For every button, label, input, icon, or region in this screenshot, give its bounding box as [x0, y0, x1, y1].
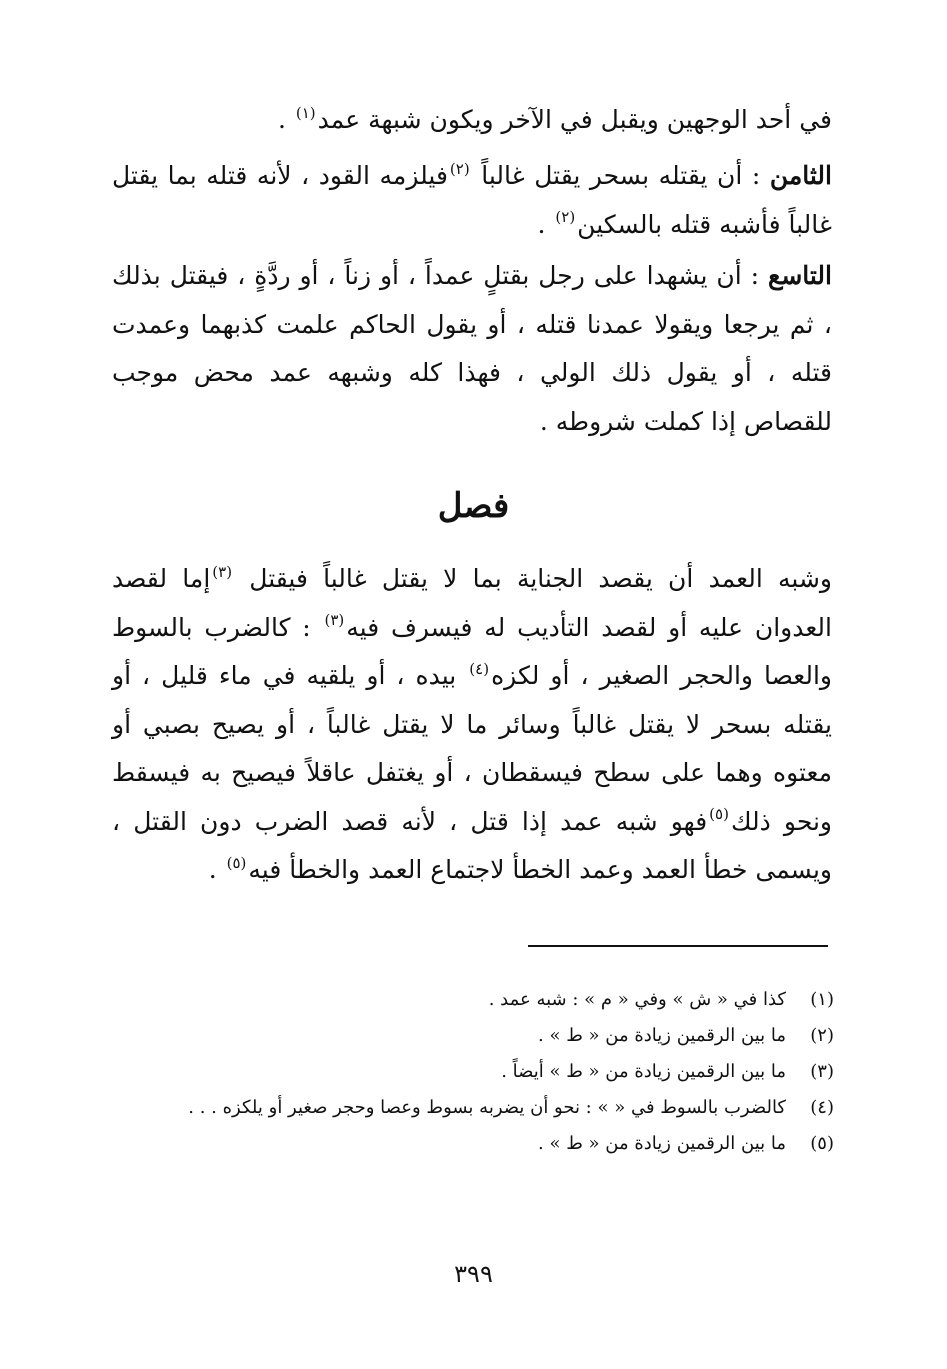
footnotes-list: [108, 982, 834, 1162]
paragraph-text: [112, 555, 832, 895]
footnote-ref-3: (٣): [212, 562, 233, 581]
footnote-item: [108, 1018, 834, 1054]
footnote-number: (٤): [810, 1097, 834, 1118]
footnote-item: [108, 1054, 834, 1090]
footnote-number: (٥): [810, 1133, 834, 1154]
footnote-text: كالضرب بالسوط في « » : نحو أن يضربه بسوط وعصا وحجر صغير أو يلكزه . . .: [188, 1097, 786, 1118]
paragraph-segment: في أحد الوجهين ويقبل في الآخر ويكون شبهة عمد: [317, 105, 832, 134]
paragraph-text: [112, 252, 832, 446]
paragraph-text: [112, 152, 832, 249]
section-heading: فصل: [437, 486, 510, 526]
footnote-text: ما بين الرقمين زيادة من « ط » .: [538, 1025, 786, 1046]
paragraph-end: .: [208, 855, 225, 884]
footnote-ref-2-end: (٢): [555, 208, 576, 226]
paragraph-continuation: [112, 96, 832, 145]
paragraph-segment: : أن يقتله بسحر يقتل غالباً: [471, 161, 770, 190]
paragraph-segment: فهو شبه عمد إذا قتل ، لأنه قصد الضرب دون القتل ، ويسمى خطأ العمد وعمد الخطأ لاجتماع العمد والخطأ فيه: [112, 806, 832, 884]
footnote-ref-4: (٤): [469, 659, 490, 678]
footnote-ref-3-end: (٣): [324, 611, 345, 629]
paragraph-quasi-intentional: [112, 555, 832, 895]
paragraph-end: .: [537, 209, 554, 239]
footnote-ref-5-end: (٥): [226, 853, 247, 872]
paragraph-text: [112, 96, 832, 145]
footnote-number: (١): [810, 989, 834, 1010]
footnote-item: [108, 982, 834, 1018]
paragraph-segment: : كالضرب بالسوط والعصا والحجر الصغير ، أو لكزه: [112, 612, 832, 690]
footnote-number: (٣): [810, 1061, 834, 1082]
paragraph-segment: بيده ، أو يلقيه في ماء قليل ، أو يقتله بسحر لا يقتل غالباً وسائر ما لا يقتل غالباً ، أو يصيح بصبي أو معتوه وهما على سطح فيسقطان ، أو يغتفل عاقلاً فيصيح به فيسقط ونحو ذلك: [112, 661, 832, 836]
paragraph-segment: : أن يشهدا على رجل بقتلٍ عمداً ، أو زناً ، أو ردَّةٍ ، فيقتل بذلك ، ثم يرجعا ويقولا عمدنا قتله ، أو يقول الحاكم علمت كذبهما وعمدت قتله ، أو يقول ذلك الولي ، فهذا كله وشبهه عمد محض موجب للقصاص إذا كملت شروطه .: [112, 261, 832, 436]
footnote-ref-2: (٢): [449, 159, 470, 178]
paragraph-ninth: [112, 252, 832, 446]
footnote-ref-5: (٥): [709, 805, 729, 823]
paragraph-end: .: [277, 105, 294, 134]
paragraph-segment: فيلزمه القود ، لأنه قتله بما يقتل غالباً فأشبه قتله بالسكين: [112, 161, 832, 239]
page-number: ٣٩٩: [454, 1260, 493, 1288]
footnote-ref-1: (١): [295, 103, 316, 122]
footnote-item: [108, 1126, 834, 1162]
paragraph-segment: إما لقصد العدوان عليه أو لقصد التأديب له فيسرف فيه: [112, 564, 832, 642]
footnote-item: [108, 1090, 834, 1126]
footnote-number: (٢): [810, 1025, 834, 1046]
footnote-divider: [528, 945, 828, 947]
paragraph-lead-word: التاسع: [768, 261, 832, 290]
paragraph-segment: وشبه العمد أن يقصد الجناية بما لا يقتل غالباً فيقتل: [234, 564, 832, 593]
footnote-text: ما بين الرقمين زيادة من « ط » .: [538, 1133, 786, 1154]
footnote-text: ما بين الرقمين زيادة من « ط » أيضاً .: [501, 1061, 786, 1082]
paragraph-eighth: [112, 152, 832, 249]
footnote-text: كذا في « ش » وفي « م » : شبه عمد .: [488, 989, 786, 1010]
paragraph-lead-word: الثامن: [769, 161, 832, 190]
